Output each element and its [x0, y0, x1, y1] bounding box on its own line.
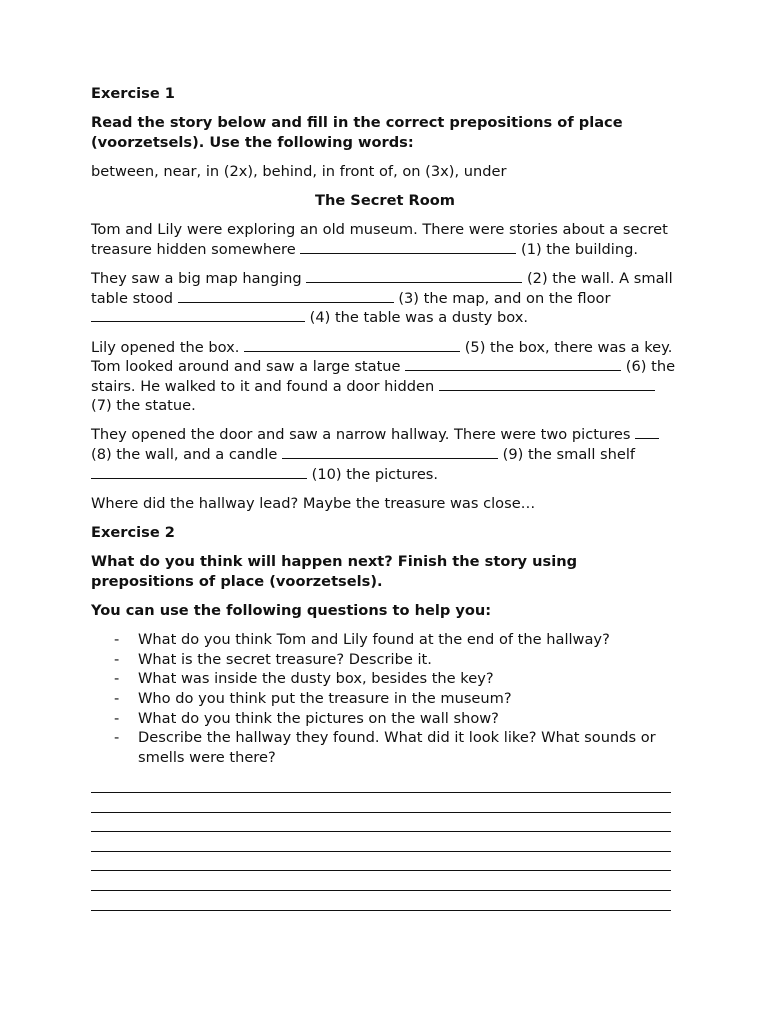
story-text: (5) the box, there was a key. Tom looked around and saw a large statue — [91, 338, 673, 376]
question-item — [91, 650, 679, 670]
question-item — [91, 709, 679, 729]
answer-blank-4[interactable] — [91, 308, 305, 322]
question-list — [91, 630, 679, 767]
answer-blank-3[interactable] — [178, 289, 394, 303]
question-item — [91, 669, 679, 689]
story-text: (2) the wall. A small table stood — [91, 270, 673, 307]
story-text: (4) the table was a dusty box. — [305, 309, 528, 327]
question-item — [91, 630, 679, 650]
writing-line[interactable] — [91, 773, 671, 793]
question-text: What is the secret treasure? Describe it. — [138, 650, 432, 668]
worksheet-content — [91, 84, 679, 911]
writing-line[interactable] — [91, 832, 671, 852]
story-text: (8) the wall, and a candle — [91, 446, 282, 464]
story-text: Lily opened the box. — [91, 338, 245, 356]
question-text: What was inside the dusty box, besides the key? — [138, 670, 494, 688]
story-paragraph-3 — [91, 338, 679, 416]
story-text: (10) the pictures. — [307, 465, 439, 483]
question-text: What do you think Tom and Lily found at the end of the hallway? — [138, 631, 610, 649]
writing-line[interactable] — [91, 871, 671, 891]
answer-blank-2[interactable] — [306, 269, 522, 283]
story-paragraph-2 — [91, 269, 679, 328]
dash-bullet: - — [114, 631, 120, 649]
dash-bullet: - — [114, 650, 120, 668]
question-text: What do you think the pictures on the wall show? — [138, 709, 499, 727]
story-text: (3) the map, and on the floor — [393, 289, 611, 307]
writing-lines — [91, 773, 679, 910]
writing-line[interactable] — [91, 793, 671, 813]
story-paragraph-5: Where did the hallway lead? Maybe the treasure was close… — [91, 494, 536, 512]
story-paragraph-4 — [91, 425, 679, 484]
writing-line[interactable] — [91, 813, 671, 833]
word-bank: between, near, in (2x), behind, in front of, on (3x), under — [91, 162, 507, 180]
writing-line[interactable] — [91, 852, 671, 872]
dash-bullet: - — [114, 670, 120, 688]
story-paragraph-1 — [91, 220, 679, 259]
dash-bullet: - — [114, 689, 120, 707]
story-text: (6) the stairs. He walked to it and found a door hidden — [91, 358, 676, 395]
story-text: They saw a big map hanging — [91, 270, 307, 288]
answer-blank-6[interactable] — [405, 357, 621, 371]
answer-blank-7[interactable] — [439, 377, 655, 391]
answer-blank-8[interactable] — [635, 425, 659, 439]
answer-blank-10[interactable] — [91, 465, 307, 479]
dash-bullet: - — [114, 729, 120, 747]
story-title: The Secret Room — [314, 192, 456, 210]
question-text: Describe the hallway they found. What did it look like? What sounds or smells were there? — [138, 729, 656, 766]
story-text: (1) the building. — [516, 240, 638, 258]
exercise-1-title: Exercise 1 — [91, 85, 175, 102]
writing-line[interactable] — [91, 891, 671, 911]
answer-blank-5[interactable] — [244, 338, 460, 352]
question-item — [91, 689, 679, 709]
story-text: (7) the statue. — [91, 397, 196, 415]
exercise-1-instruction: Read the story below and fill in the correct prepositions of place (voorzetsels). Use the following words: — [91, 114, 623, 151]
help-questions-heading: You can use the following questions to help you: — [91, 602, 492, 619]
dash-bullet: - — [114, 709, 120, 727]
question-item — [91, 728, 679, 767]
exercise-2-instruction: What do you think will happen next? Finish the story using prepositions of place (voorzetsels). — [91, 553, 578, 590]
story-text: Tom and Lily were exploring an old museum. There were stories about a secret treasure hidden somewhere — [91, 221, 668, 258]
exercise-2-title: Exercise 2 — [91, 524, 175, 542]
story-text: They opened the door and saw a narrow hallway. There were two pictures — [91, 426, 636, 444]
answer-blank-9[interactable] — [282, 445, 498, 459]
story-text: (9) the small shelf — [498, 446, 636, 464]
question-text: Who do you think put the treasure in the museum? — [138, 689, 512, 707]
answer-blank-1[interactable] — [300, 240, 516, 254]
